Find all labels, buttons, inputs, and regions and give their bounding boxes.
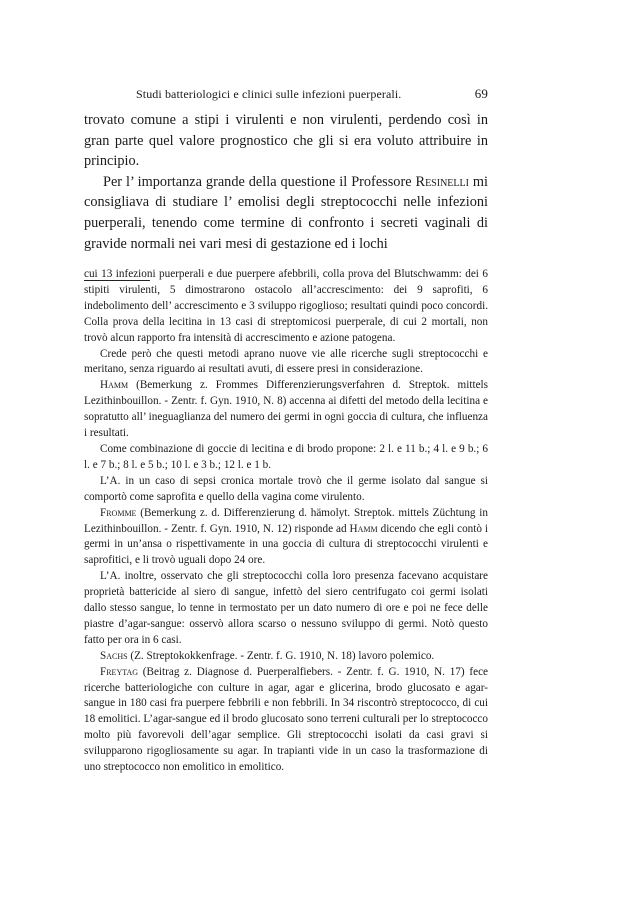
note-fromme: [84, 506, 488, 570]
footnotes: [84, 267, 488, 776]
note-paragraph: L’A. in un caso di sepsi cronica mortale trovò che il germe isolato dal sangue si comportò come saprofita e quello della vagina come virulento.: [84, 474, 488, 503]
note-continuation: cui 13 infezioni puerperali e due puerpere afebbrili, colla prova del Blutschwamm: dei 6 stipiti virulenti, 5 dimostrarono ostacolo all’accrescimento: dei 9 saprofiti, 6 indebolimento dell’ accrescimento e 3 sviluppo rigoglioso; resultati quindi poco concordi. Colla prova della lecitina in 13 casi di streptomicosi puerperale, di cui 2 mortali, non trovò alcun rapporto fra intensità di accrescimento e azione patogena.: [84, 268, 488, 344]
note-paragraph: L’A. inoltre, osservato che gli streptococchi colla loro presenza facevano acquistare proprietà battericide al siero di sangue, infettò del siero centrifugato coi germi isolati dallo stesso sangue, lo tenne in termostato per un dato numero di ore e poi ne fece delle piastre d’agar-sangue: osservò allora scarso o nessuno sviluppo di germi. Notò questo fatto per ora in 6 casi.: [84, 570, 488, 646]
author-name: Freytag: [100, 665, 139, 678]
author-name: Hamm: [349, 522, 378, 535]
note-hamm: [84, 378, 488, 442]
note-text: (Bemerkung z. Frommes Differenzierungsverfahren d. Streptok. mittels Lezithinbouillon. - Zentr. f. Gyn. 1910, N. 8) accenna ai difetti del metodo della lecitina e sopratutto all’ ineguaglianza del numero dei germi in ogni goccia di cultura, che influenza i resultati.: [84, 379, 488, 440]
paragraph-2-rest: mi consigliava di studiare l’ emolisi degli streptococchi nelle infezioni puerperali, tenendo come termine di confronto i secreti vaginali di gravide normali nei vari mesi di gestazione ed i lochi: [84, 173, 489, 252]
note-text: (Bemerkung z. d. Differenzierung d. hämolyt. Streptok. mittels Züchtung in Lezithinbouillon. - Zentr. f. Gyn. 1910, N. 12) risponde ad: [84, 506, 488, 535]
paragraph-2-start: Per l’ importanza grande della questione il Professore: [103, 173, 412, 190]
running-header: [84, 83, 488, 103]
note-freytag: [84, 665, 488, 776]
note-sachs: [84, 649, 488, 665]
main-text: [84, 110, 488, 254]
note-paragraph: Crede però che questi metodi aprano nuove vie alle ricerche sugli streptococchi e meritano, senza riguardo ai resultati avuti, di essere presi in considerazione.: [84, 347, 488, 376]
author-name-resinelli: Resinelli: [415, 173, 469, 190]
note-text: (Z. Streptokokkenfrage. - Zentr. f. G. 1910, N. 18) lavoro polemico.: [130, 649, 435, 662]
author-name: Fromme: [100, 506, 137, 519]
page-number: 69: [474, 86, 488, 101]
paragraph-1: trovato comune a stipi i virulenti e non virulenti, perdendo così in gran parte quel valore prognostico che gli si era voluto attribuire in principio.: [84, 112, 488, 170]
author-name: Sachs: [100, 649, 128, 662]
note-text: dicendo che egli contò i germi in un’ansa o rispettivamente in una goccia di cultura di streptococchi virulenti e saprofitici, e li trovò uguali dopo 24 ore.: [84, 522, 489, 567]
note-paragraph: Come combinazione di goccie di lecitina e di brodo propone: 2 l. e 11 b.; 4 l. e 9 b.; 6 l. e 7 b.; 8 l. e 5 b.; 10 l. e 3 b.; 12 l. e 1 b.: [84, 442, 488, 471]
running-title: Studi batteriologici e clinici sulle infezioni puerperali.: [136, 87, 402, 101]
author-name: Hamm: [100, 379, 129, 392]
note-text: (Beitrag z. Diagnose d. Puerperalfiebers. - Zentr. f. G. 1910, N. 17) fece ricerche batteriologiche con culture in agar, agar e glicerina, brodo glucosato e agar-sangue in 180 casi fra puerpere febbrili e non febbrili. In 34 riscontrò streptococco, di cui 18 emolitici. L’agar-sangue ed il brodo glucosato sono terreni culturali per lo streptococco molto più favorevoli dell’agar semplice. Gli streptococchi isolati da casi gravi si svilupparono rigogliosamente su agar. In trapianti vide in un caso la trasformazione di uno streptococco non emolitico in emolitico.: [84, 665, 488, 774]
paragraph-2: [84, 172, 488, 254]
